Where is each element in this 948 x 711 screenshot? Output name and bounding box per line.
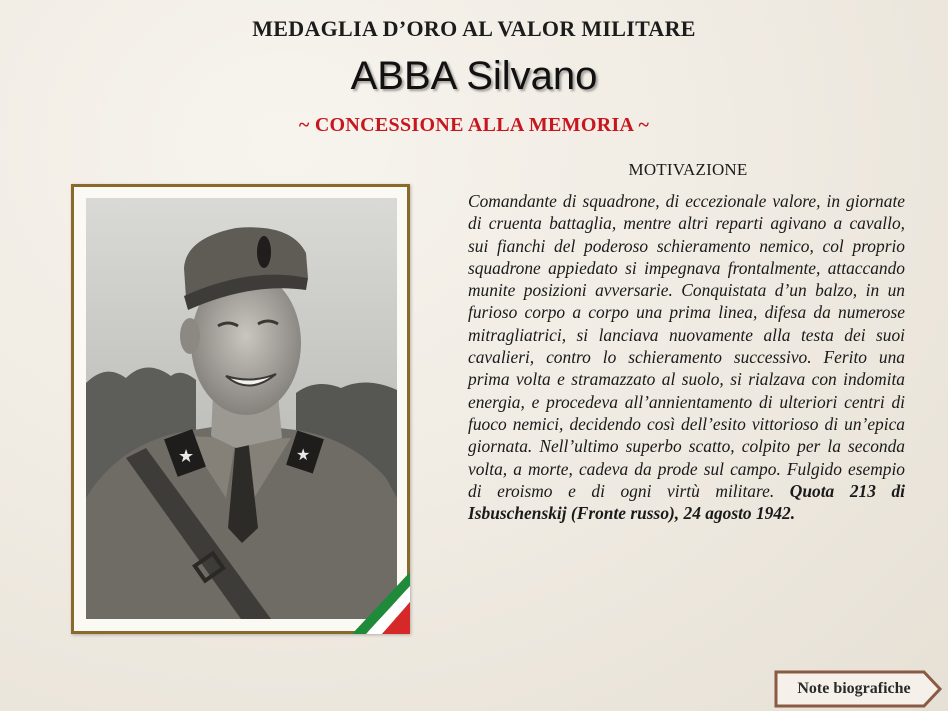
svg-text:★: ★	[178, 446, 195, 467]
motivation-text	[468, 190, 905, 524]
person-name: ABBA Silvano	[350, 54, 598, 98]
portrait-photo	[86, 198, 397, 619]
svg-text:★: ★	[296, 445, 311, 464]
medal-title: MEDAGLIA D’ORO AL VALOR MILITARE	[252, 16, 696, 41]
italian-flag-corner	[352, 572, 410, 634]
motivation-place-date: Quota 213 di Isbuschenskij (Fronte russo), 24 agosto 1942.	[468, 480, 906, 524]
note-biografiche-button[interactable]	[774, 670, 944, 708]
motivation-paragraph: Comandante di squadrone, di eccezionale valore, in giornate di cruenta battaglia, mentre altri reparti agivano a cavallo, sui fianchi del poderoso schieramento nemico, col proprio squadrone appiedato si impegnava frontalmente, attaccando munite posizioni avversarie. Conquistata d’un balzo, in un furioso corpo a corpo una prima linea, difesa da numerose mitragliatrici, si lanciava nuovamente alla testa dei suoi cavalieri, contro lo schieramento successivo. Ferito una prima volta e stramazzato al suolo, si rialzava con indomita energia, e procedeva all’annientamento di ulteriori centri di fuoco nemici, decidendo così dell’esito vittorioso di un’epica giornata. Nell’ultimo superbo scatto, colpito per la seconda volta, a morte, cadeva da prode sul campo. Fulgido esempio di eroismo e di ogni virtù militare.	[468, 191, 905, 501]
concession-subtitle: ~ CONCESSIONE ALLA MEMORIA ~	[298, 114, 650, 136]
motivation-title: MOTIVAZIONE	[628, 160, 748, 179]
note-biografiche-label: Note biografiche	[797, 680, 911, 697]
